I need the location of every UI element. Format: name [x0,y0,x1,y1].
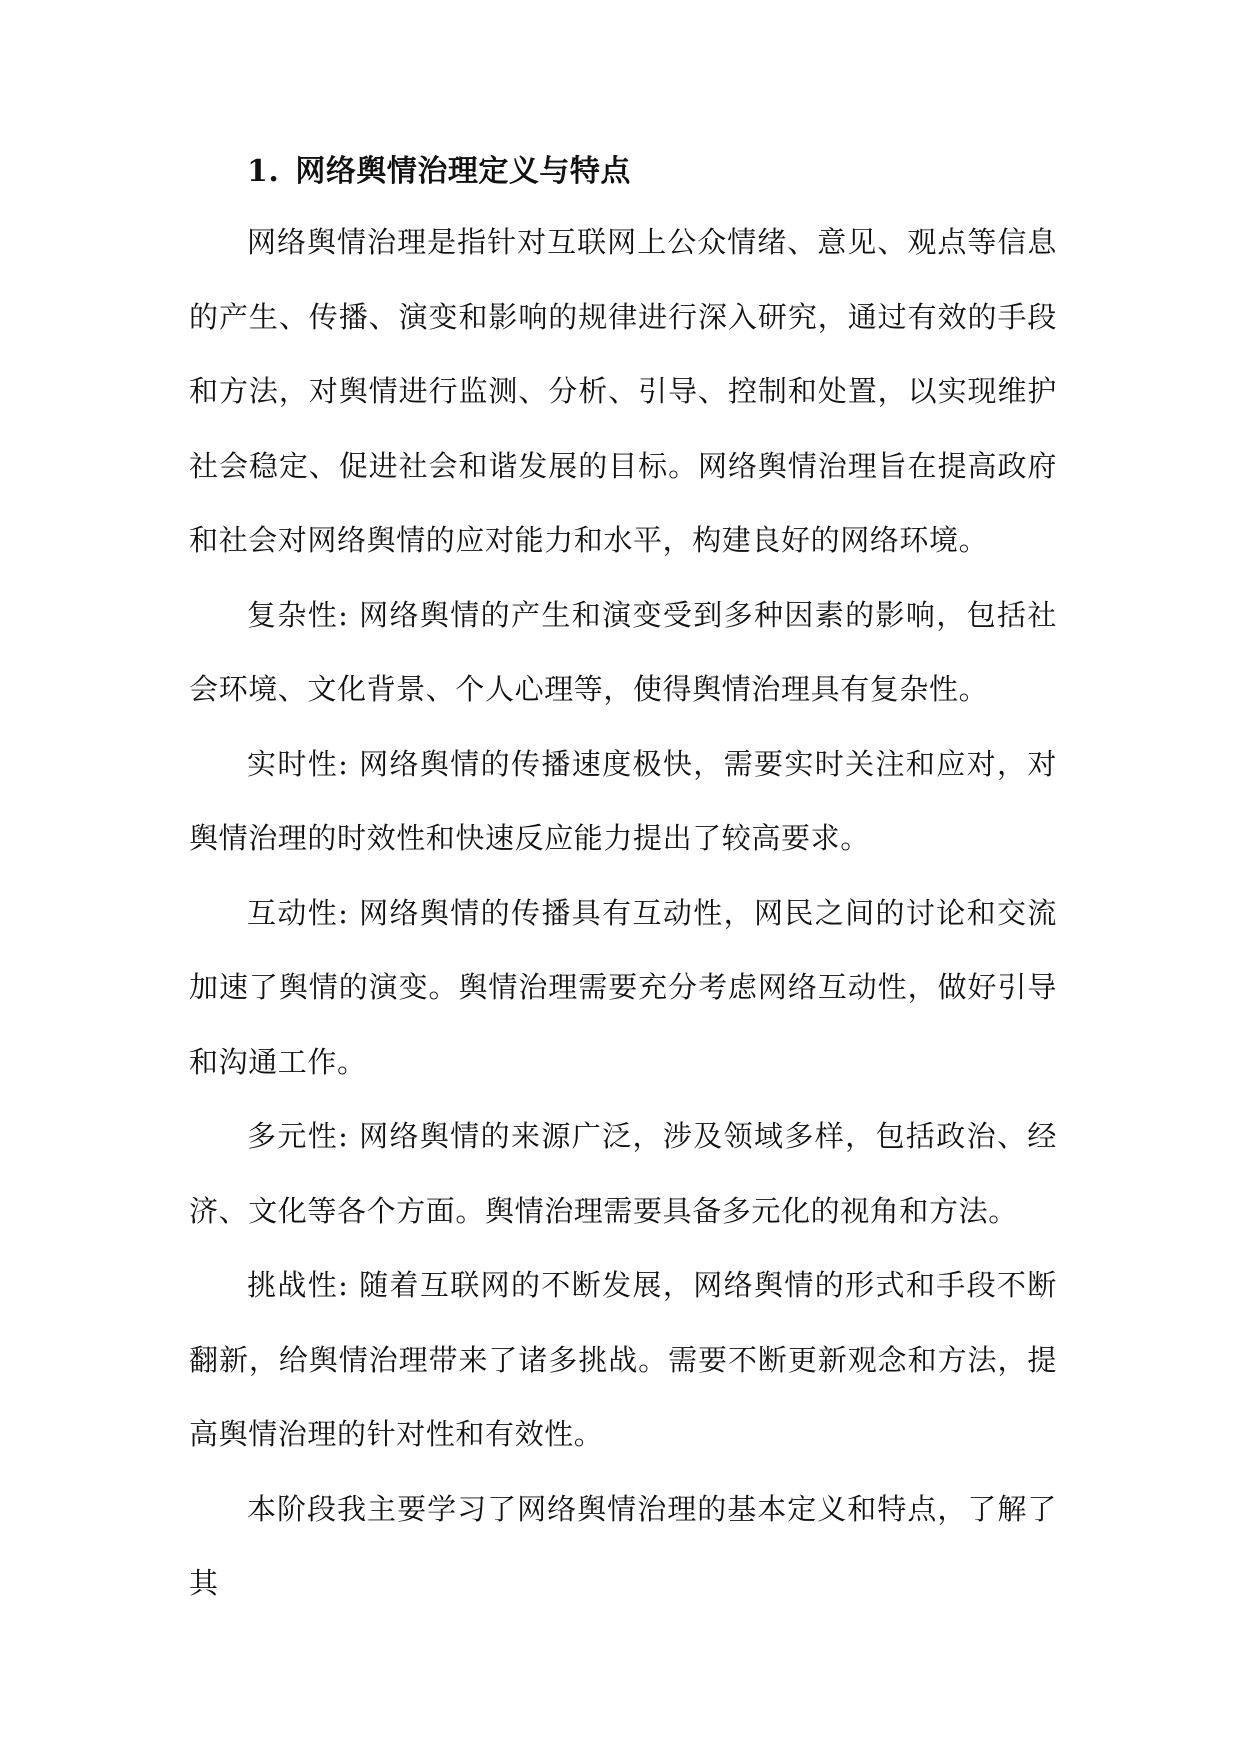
section-title: 网络舆情治理定义与特点 [295,154,631,189]
paragraph-realtime: 实时性: 网络舆情的传播速度极快，需要实时关注和应对，对舆情治理的时效性和快速反应能力提出了较高要求。 [189,746,1057,855]
section-heading [247,150,631,194]
paragraph-interactivity: 互动性: 网络舆情的传播具有互动性，网民之间的讨论和交流加速了舆情的演变。舆情治理需要充分考虑网络互动性，做好引导和沟通工作。 [189,895,1057,1079]
body-text [189,205,1057,1621]
paragraph-challenge: 挑战性: 随着互联网的不断发展，网络舆情的形式和手段不断翻新，给舆情治理带来了诸多挑战。需要不断更新观念和方法，提高舆情治理的针对性和有效性。 [189,1268,1057,1451]
paragraph-definition: 网络舆情治理是指针对互联网上公众情绪、意见、观点等信息的产生、传播、演变和影响的规律进行深入研究，通过有效的手段和方法，对舆情进行监测、分析、引导、控制和处置，以实现维护社会稳定、促进社会和谐发展的目标。网络舆情治理旨在提高政府和社会对网络舆情的应对能力和水平，构建良好的网络环境。 [189,225,1057,557]
paragraph-summary: 本阶段我主要学习了网络舆情治理的基本定义和特点，了解了其 [189,1491,1057,1600]
section-number: 1. [247,154,280,189]
paragraph-diversity: 多元性: 网络舆情的来源广泛，涉及领域多样，包括政治、经济、文化等各个方面。舆情治理需要具备多元化的视角和方法。 [189,1119,1057,1228]
paragraph-complexity: 复杂性: 网络舆情的产生和演变受到多种因素的影响，包括社会环境、文化背景、个人心理等，使得舆情治理具有复杂性。 [189,597,1057,706]
